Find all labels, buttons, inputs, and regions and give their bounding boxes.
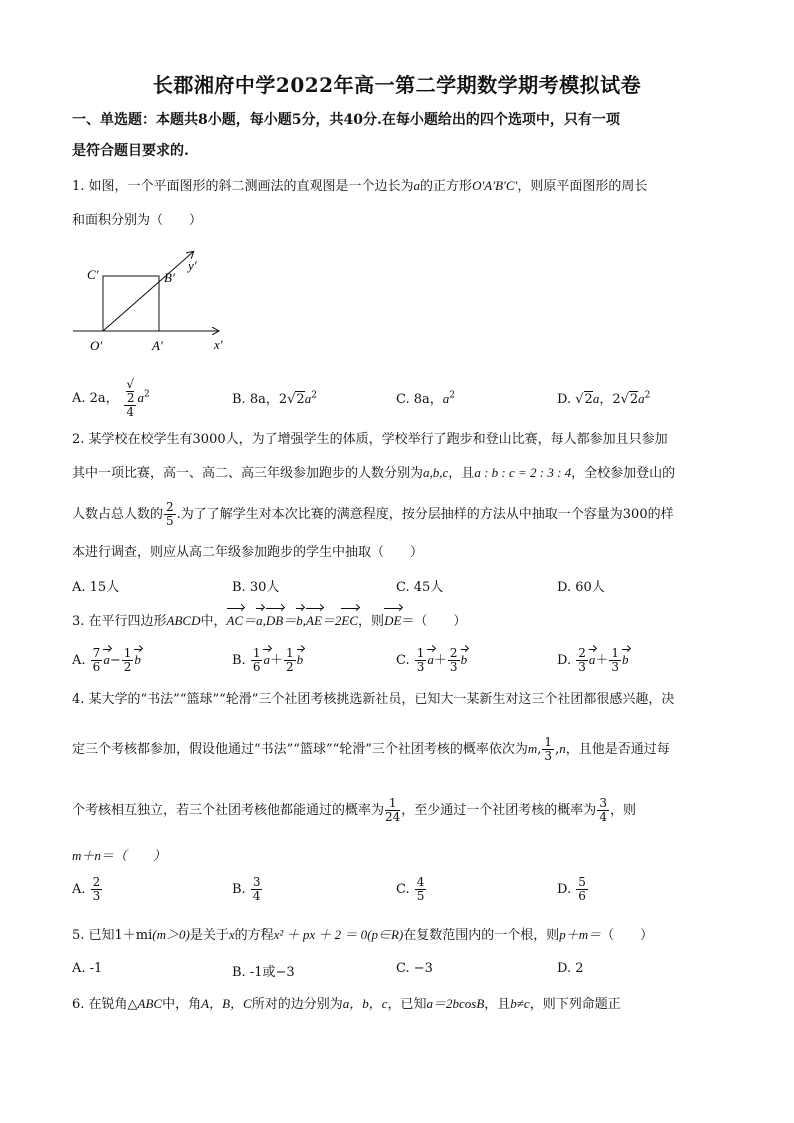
q3-option-d: D. $\frac{2}{3}$ a＋ $\frac{1}{3}$ b [557, 646, 629, 674]
q1-text2: 的正方形 [420, 179, 473, 194]
label-o: O′ [90, 338, 103, 353]
y-axis [103, 252, 193, 331]
q4-line2: 定三个考核都参加，假设他通过“书法”“篮球”“轮滑”三个社团考核的概率依次为m, $\frac{1}{3}$ ,n，且他是否通过每 [72, 735, 670, 763]
q4-option-a: A. $\frac{2}{3}$ [72, 875, 101, 903]
q2-option-b: B. 30人 [232, 580, 280, 595]
q1-line2: 和面积分别为（ ） [72, 213, 203, 228]
q5-option-a: A. -1 [72, 961, 103, 976]
q1-var-a: a [413, 178, 421, 193]
q4-line4: m＋n＝（ ） [72, 848, 166, 863]
q2-option-c: C. 45人 [396, 580, 444, 595]
q2-line1: 2. 某学校在校学生有3000人，为了增强学生的体质，学校举行了跑步和登山比赛，每人都参加且只参加 [72, 432, 668, 447]
label-a: A′ [152, 338, 163, 353]
q2-option-a: A. 15人 [72, 580, 120, 595]
label-y: y′ [188, 258, 197, 273]
q1-text1: 1. 如图，一个平面图形的斜二测画法的直观图是一个边长为 [72, 179, 414, 194]
q4-line3: 个考核相互独立，若三个社团考核他都能通过的概率为 $\frac{1}{24}$ ，至少通过一个社团考核的概率为 $\frac{3}{4}$ ，则 [72, 796, 636, 824]
q1-line1 [72, 176, 647, 197]
section-heading-line2: 是符合题目要求的. [72, 143, 189, 159]
q5-line: 5. 已知1＋mi(m＞0)是关于x的方程x² ＋ px ＋ 2 ＝ 0(p∈R)在复数范围内的一个根，则p＋m＝（ ） [72, 927, 654, 943]
q3-line: 3. 在平行四边形ABCD中，AC＝a,DB＝b,AE＝2EC，则DE＝（ ） [72, 613, 467, 629]
label-c: C′ [87, 267, 99, 282]
page-title: 长郡湘府中学2022年高一第二学期数学期考模拟试卷 [152, 73, 642, 97]
q2-line2: 其中一项比赛，高一、高二、高三年级参加跑步的人数分别为a,b,c，且a : b : c = 2 : 3 : 4，全校参加登山的 [72, 465, 676, 481]
q5-option-b: B. -1或−3 [232, 965, 295, 980]
q2-line3: 人数占总人数的 $\frac{2}{5}$ .为了了解学生对本次比赛的满意程度，按分层抽样的方法从中抽取一个容量为300的样 [72, 500, 674, 528]
q3-option-b: B. $\frac{1}{6}$ a＋ $\frac{1}{2}$ b [232, 646, 304, 674]
q4-line1: 4. 某大学的“书法”“篮球”“轮滑”三个社团考核挑选新社员，已知大一某新生对这三个社团都很感兴趣，决 [72, 692, 675, 707]
label-b: B′ [164, 270, 175, 285]
q2-option-d: D. 60人 [557, 580, 605, 595]
q5-option-d: D. 2 [557, 961, 584, 976]
q1-figure [68, 244, 228, 354]
label-x: x′ [214, 337, 223, 352]
q5-option-c: C. −3 [396, 961, 433, 976]
q2-line4: 本进行调查，则应从高二年级参加跑步的学生中抽取（ ） [72, 545, 424, 560]
q1-option-d: D. √2a，$2√2a^2$ [557, 390, 651, 407]
q3-option-a: A. $\frac{7}{6}$ a− $\frac{1}{2}$ b [72, 646, 141, 674]
q4-option-b: B. $\frac{3}{4}$ [232, 875, 261, 903]
q1-shape: O′A′B′C′ [472, 178, 518, 193]
q1-option-c: C. 8a，$a^2$ [396, 390, 456, 407]
q4-option-c: C. $\frac{4}{5}$ [396, 875, 425, 903]
q3-option-c: C. $\frac{1}{3}$ a＋ $\frac{2}{3}$ b [396, 646, 468, 674]
q6-line: 6. 在锐角△ABC中，角A，B，C所对的边分别为a，b，c，已知a＝2bcosB，且b≠c，则下列命题正 [72, 996, 621, 1012]
square [103, 276, 159, 331]
q1-text3: ，则原平面图形的周长 [517, 179, 648, 194]
q1-option-a: A. 2a， √ 2 4 $a^2$ [72, 377, 150, 419]
q1-option-b: B. 8a，$2√2a^2$ [232, 390, 317, 407]
q4-option-d: D. $\frac{5}{6}$ [557, 875, 586, 903]
section-heading-line1: 一、单选题：本题共8小题，每小题5分，共40分.在每小题给出的四个选项中，只有一项 [72, 112, 620, 128]
